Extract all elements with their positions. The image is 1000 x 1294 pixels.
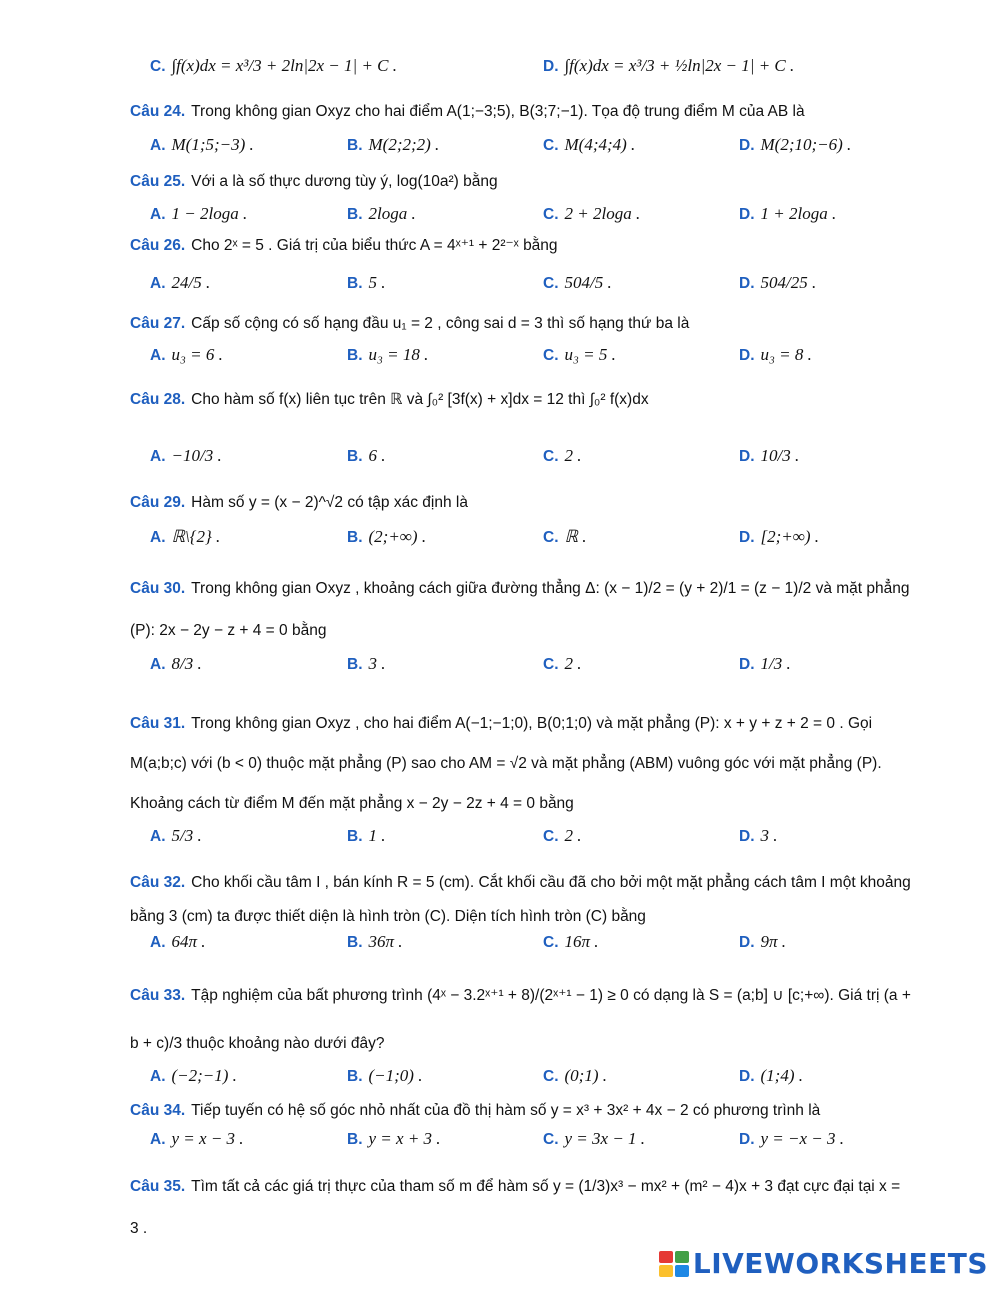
option-a[interactable]: A. M(1;5;−3) .	[150, 135, 254, 154]
option-b[interactable]: B. 1 .	[347, 826, 386, 845]
question-c24: Câu 24. Trong không gian Oxyz cho hai điểm A(1;−3;5), B(3;7;−1). Tọa độ trung điểm M của AB là	[130, 103, 805, 120]
option-a[interactable]: A. 1 − 2loga .	[150, 204, 248, 223]
option-c[interactable]: C. (0;1) .	[543, 1066, 607, 1085]
question-c28: Câu 28. Cho hàm số f(x) liên tục trên ℝ và ∫₀² [3f(x) + x]dx = 12 thì ∫₀² f(x)dx	[130, 391, 649, 408]
question-c25: Câu 25. Với a là số thực dương tùy ý, log(10a²) bằng	[130, 173, 498, 190]
options-c33	[150, 1066, 912, 1096]
option-a[interactable]: A. y = x − 3 .	[150, 1129, 244, 1148]
option-c[interactable]: C. 2 .	[543, 826, 582, 845]
option-d[interactable]: D. 9π .	[739, 932, 787, 951]
option-a[interactable]: A. ℝ\{2} .	[150, 527, 221, 546]
option-b[interactable]: B. (2;+∞) .	[347, 527, 427, 546]
question-c35: Câu 35. Tìm tất cả các giá trị thực của tham số m để hàm số y = (1/3)x³ − mx² + (m² − 4)x + 3 đạt cực đại tại x = 3 .	[130, 1178, 901, 1237]
option-c[interactable]: C. ℝ .	[543, 527, 587, 546]
options-c32	[150, 932, 912, 962]
brand-square	[659, 1265, 673, 1277]
option-b[interactable]: B. u₃ = 18 .	[347, 345, 429, 364]
option-b[interactable]: B. 6 .	[347, 446, 386, 465]
option-c[interactable]: C. 16π .	[543, 932, 599, 951]
brand-square	[675, 1251, 689, 1263]
option-c[interactable]: C. y = 3x − 1 .	[543, 1129, 646, 1148]
option-d[interactable]: D. 504/25 .	[739, 273, 817, 292]
option-c[interactable]: C. M(4;4;4) .	[543, 135, 636, 154]
option-b[interactable]: B. 2loga .	[347, 204, 416, 223]
option-d[interactable]: D. [2;+∞) .	[739, 527, 820, 546]
option-d[interactable]: D. u₃ = 8 .	[739, 345, 812, 364]
option-b[interactable]: B. 3 .	[347, 654, 386, 673]
option-a[interactable]: A. (−2;−1) .	[150, 1066, 237, 1085]
question-c32: Câu 32. Cho khối cầu tâm I , bán kính R = 5 (cm). Cắt khối cầu đã cho bởi một mặt phẳng cách tâm I một khoảng bằng 3 (cm) ta được thiết diện là hình tròn (C). Diện tích hình tròn (C) bằng	[130, 874, 911, 925]
brand-icon	[659, 1251, 689, 1277]
question-c30: Câu 30. Trong không gian Oxyz , khoảng cách giữa đường thẳng Δ: (x − 1)/2 = (y + 2)/1 = (z − 1)/2 và mặt phẳng (P): 2x − 2y − z + 4 = 0 bằng	[130, 580, 910, 639]
option-a[interactable]: A. 24/5 .	[150, 273, 211, 292]
option-d[interactable]: D. y = −x − 3 .	[739, 1129, 845, 1148]
question-c31: Câu 31. Trong không gian Oxyz , cho hai điểm A(−1;−1;0), B(0;1;0) và mặt phẳng (P): x + y + z + 2 = 0 . Gọi M(a;b;c) với (b < 0) thuộc mặt phẳng (P) sao cho AM = √2 và mặt phẳng (ABM) vuông góc với mặt phẳng (P). Khoảng cách từ điểm M đến mặt phẳng x − 2y − 2z + 4 = 0 bằng	[130, 715, 882, 812]
option-c[interactable]: C. 504/5 .	[543, 273, 612, 292]
brand-square	[659, 1251, 673, 1263]
question-c26: Câu 26. Cho 2ˣ = 5 . Giá trị của biểu thức A = 4ˣ⁺¹ + 2²⁻ˣ bằng	[130, 237, 558, 254]
question-c27: Câu 27. Cấp số cộng có số hạng đầu u₁ = 2 , công sai d = 3 thì số hạng thứ ba là	[130, 315, 690, 332]
options-c34	[150, 1129, 912, 1159]
options-c24	[150, 135, 912, 165]
option-a[interactable]: A. −10/3 .	[150, 446, 222, 465]
options-c31	[150, 826, 912, 856]
option-b[interactable]: B. M(2;2;2) .	[347, 135, 440, 154]
options-c28	[150, 446, 912, 476]
option-a[interactable]: A. 5/3 .	[150, 826, 202, 845]
option-c[interactable]: C. 2 .	[543, 654, 582, 673]
question-c34: Câu 34. Tiếp tuyến có hệ số góc nhỏ nhất của đồ thị hàm số y = x³ + 3x² + 4x − 2 có phương trình là	[130, 1102, 821, 1119]
option-b[interactable]: B. 5 .	[347, 273, 386, 292]
options-c25	[150, 204, 912, 234]
options-c29	[150, 527, 912, 557]
brand-square	[675, 1265, 689, 1277]
liveworksheets-logo	[659, 1247, 988, 1280]
option-c[interactable]: C. 2 .	[543, 446, 582, 465]
option-c[interactable]: C. ∫f(x)dx = x³/3 + 2ln|2x − 1| + C .	[150, 56, 397, 75]
option-d[interactable]: D. 3 .	[739, 826, 778, 845]
option-c[interactable]: C. 2 + 2loga .	[543, 204, 641, 223]
question-c33: Câu 33. Tập nghiệm của bất phương trình (4ˣ − 3.2ˣ⁺¹ + 8)/(2ˣ⁺¹ − 1) ≥ 0 có dạng là S = (a;b] ∪ [c;+∞). Giá trị (a + b + c)/3 thuộc khoảng nào dưới đây?	[130, 987, 911, 1052]
options-c30	[150, 654, 912, 684]
option-c[interactable]: C. u₃ = 5 .	[543, 345, 616, 364]
options-c26	[150, 273, 912, 303]
option-d[interactable]: D. 1 + 2loga .	[739, 204, 837, 223]
brand-name: LIVEWORKSHEETS	[692, 1247, 988, 1280]
option-a[interactable]: A. u₃ = 6 .	[150, 345, 223, 364]
options-c27	[150, 345, 912, 375]
options-c23	[150, 56, 912, 86]
question-c29: Câu 29. Hàm số y = (x − 2)^√2 có tập xác định là	[130, 494, 468, 511]
option-d[interactable]: D. 10/3 .	[739, 446, 800, 465]
option-d[interactable]: D. 1/3 .	[739, 654, 791, 673]
option-a[interactable]: A. 8/3 .	[150, 654, 202, 673]
option-a[interactable]: A. 64π .	[150, 932, 206, 951]
option-d[interactable]: D. ∫f(x)dx = x³/3 + ½ln|2x − 1| + C .	[543, 56, 795, 75]
option-b[interactable]: B. y = x + 3 .	[347, 1129, 441, 1148]
option-d[interactable]: D. (1;4) .	[739, 1066, 803, 1085]
option-d[interactable]: D. M(2;10;−6) .	[739, 135, 852, 154]
option-b[interactable]: B. 36π .	[347, 932, 403, 951]
option-b[interactable]: B. (−1;0) .	[347, 1066, 423, 1085]
